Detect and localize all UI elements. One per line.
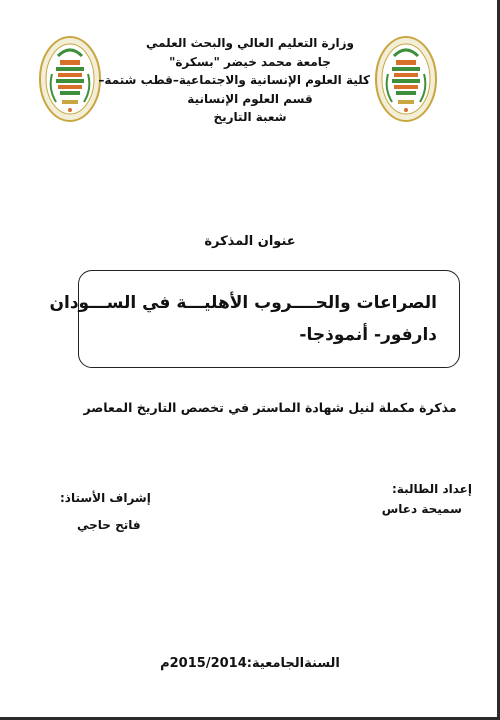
thesis-title-line-2: دارفور- أنموذجا- bbox=[299, 325, 437, 345]
department-name: قسم العلوم الإنسانية bbox=[187, 91, 313, 106]
thesis-subtitle: مذكرة مكملة لنيل شهادة الماستر في تخصص التاريخ المعاصر bbox=[83, 400, 457, 415]
university-name: جامعة محمد خيضر "بسكرة" bbox=[169, 54, 331, 69]
academic-year: السنةالجامعية:2015/2014م bbox=[160, 656, 340, 671]
institution-header bbox=[98, 34, 370, 127]
ministry-name: وزارة التعليم العالي والبحث العلمي bbox=[145, 36, 355, 50]
university-emblem-icon bbox=[38, 34, 102, 124]
thesis-title-box bbox=[49, 270, 460, 368]
thesis-title-label: عنوان المذكرة bbox=[204, 234, 296, 249]
thesis-title-line-1: الصراعات والحــــروب الأهليـــة في الســـودان bbox=[49, 293, 437, 313]
faculty-name: كلية العلوم الإنسانية والاجتماعية–قطب شتمة– bbox=[98, 73, 370, 87]
student-label: إعداد الطالبة: bbox=[392, 482, 472, 496]
supervisor-label: إشراف الأستاذ: bbox=[60, 491, 151, 505]
student-name: سميحة دعاس bbox=[381, 502, 462, 516]
branch-name: شعبة التاريخ bbox=[213, 110, 287, 124]
supervisor-name: فاتح حاجي bbox=[77, 518, 141, 532]
university-emblem-icon bbox=[374, 34, 438, 124]
